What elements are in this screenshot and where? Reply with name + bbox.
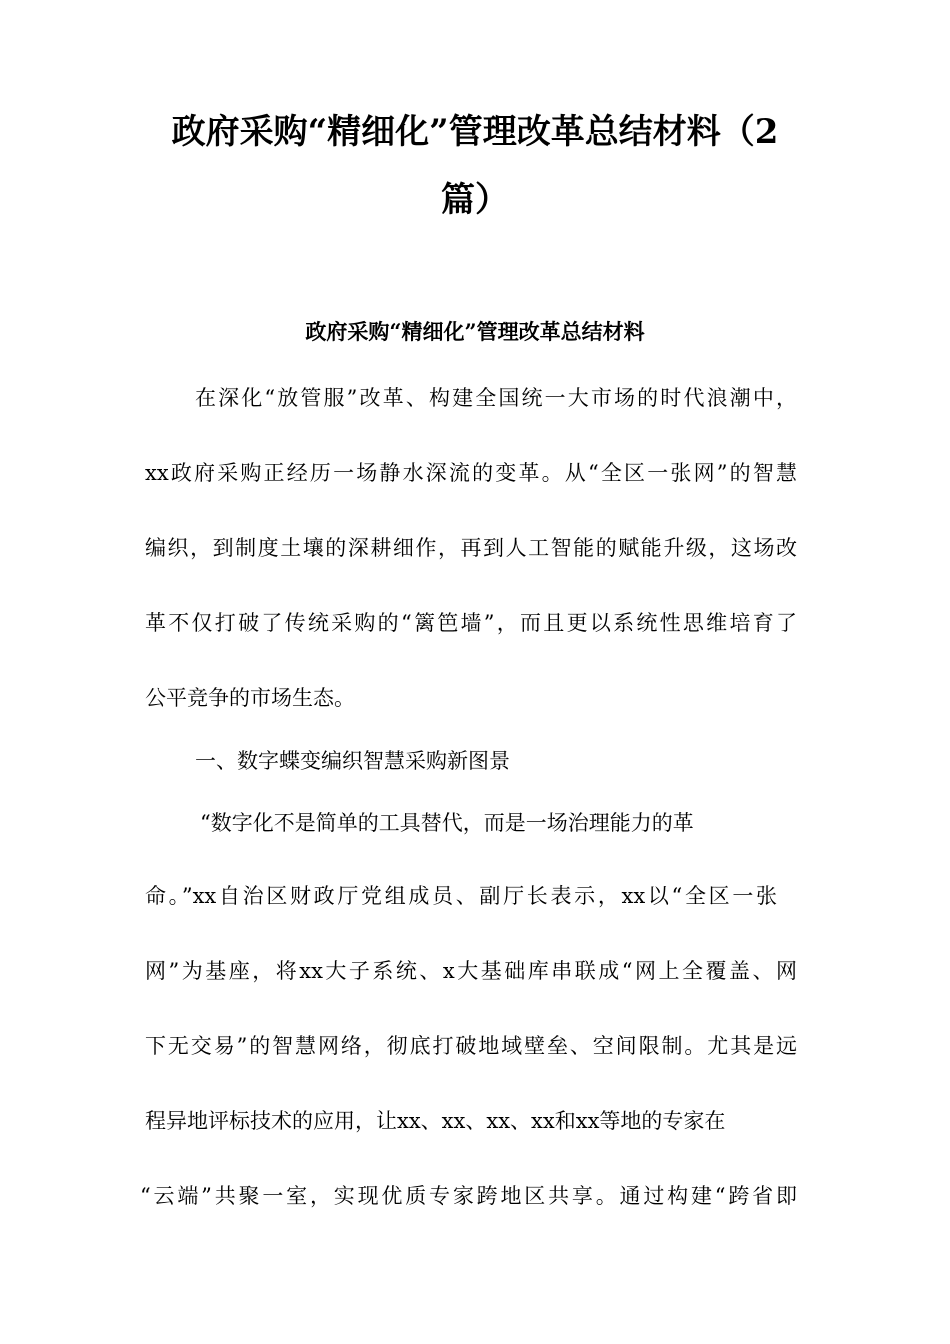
- paragraph-line: “数字化不是简单的工具替代，而是一场治理能力的革: [200, 811, 694, 835]
- paragraph-line: 下无交易”的智慧网络，彻底打破地域壁垒、空间限制。尤其是远: [145, 1034, 797, 1058]
- document-title-line-2: 篇）: [441, 180, 509, 220]
- paragraph-line: 命。”xx自治区财政厅党组成员、副厅长表示，xx以“全区一张: [145, 884, 777, 908]
- paragraph-line: 在深化“放管服”改革、构建全国统一大市场的时代浪潮中，: [195, 386, 797, 410]
- section-heading: 一、数字蝶变编织智慧采购新图景: [195, 749, 510, 773]
- paragraph-line: 程异地评标技术的应用，让xx、xx、xx、xx和xx等地的专家在: [145, 1109, 726, 1133]
- paragraph-line: 革不仅打破了传统采购的“篱笆墙”，而且更以系统性思维培育了: [145, 611, 797, 635]
- paragraph-line: xx政府采购正经历一场静水深流的变革。从“全区一张网”的智慧: [145, 461, 797, 485]
- paragraph-line: 公平竞争的市场生态。: [145, 686, 355, 710]
- paragraph-line: 网”为基座，将xx大子系统、x大基础库串联成“网上全覆盖、网: [145, 959, 797, 983]
- paragraph-line: “云端”共聚一室，实现优质专家跨地区共享。通过构建“跨省即: [140, 1184, 797, 1208]
- document-title-line-1: 政府采购“精细化”管理改革总结材料（2: [171, 112, 779, 152]
- section-subtitle: 政府采购“精细化”管理改革总结材料: [305, 319, 645, 344]
- paragraph-line: 编织，到制度土壤的深耕细作，再到人工智能的赋能升级，这场改: [145, 536, 797, 560]
